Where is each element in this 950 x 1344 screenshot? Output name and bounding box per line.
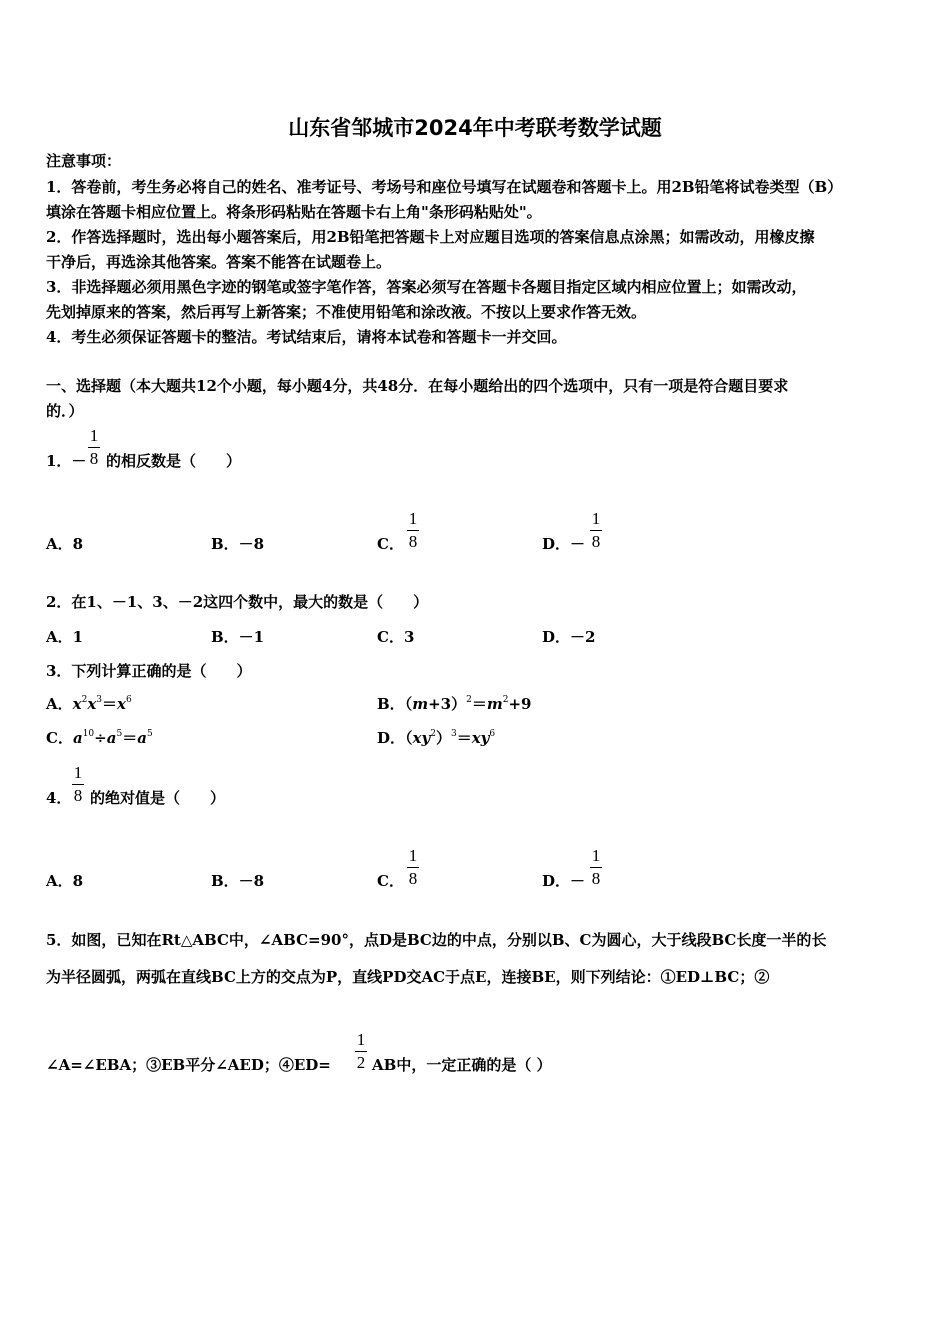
fraction-numerator: 1 — [408, 846, 418, 865]
notes-line: 4．考生必须保证答题卡的整洁。考试结束后，请将本试卷和答题卡一并交回。 — [46, 328, 567, 346]
exponent: 2 — [502, 695, 509, 705]
option-label: C． — [46, 729, 73, 747]
math-var: a — [137, 729, 147, 747]
q2-stem: 2．在1、－1、3、－2这四个数中，最大的数是（ ） — [46, 593, 429, 611]
fraction-numerator: 1 — [356, 1030, 366, 1049]
q3-option-c — [46, 728, 153, 748]
math-var: xy — [471, 729, 490, 747]
q4-option-a: A．8 — [46, 872, 84, 890]
fraction-denominator: 2 — [356, 1053, 366, 1072]
q2-option-b: B．－1 — [211, 628, 265, 646]
notes-line: 3．非选择题必须用黑色字迹的钢笔或签字笔作答，答案必须写在答题卡各题目指定区域内相应位置上；如需改动， — [46, 278, 807, 296]
q1-option-d: D．－ — [542, 535, 586, 553]
math-var: a — [106, 729, 117, 747]
q2-option-c: C．3 — [377, 628, 415, 646]
q4-fraction — [72, 764, 84, 805]
fraction-bar — [355, 1051, 367, 1052]
fraction-denominator: 8 — [408, 869, 418, 888]
fraction-denominator: 8 — [591, 532, 601, 551]
math-var: xy — [412, 729, 431, 747]
exponent: 2 — [81, 695, 88, 705]
exam-title: 山东省邹城市2024年中考联考数学试题 — [288, 116, 662, 140]
q1-prefix: 1．－ — [46, 452, 87, 470]
fraction-numerator: 1 — [591, 509, 601, 528]
exponent: 2 — [466, 695, 472, 705]
q1-option-c-fraction — [407, 510, 419, 551]
q3-option-a — [46, 694, 132, 714]
notes-line: 填涂在答题卡相应位置上。将条形码粘贴在答题卡右上角"条形码粘贴处"。 — [46, 203, 542, 221]
fraction-denominator: 8 — [591, 869, 601, 888]
exponent: 3 — [96, 695, 103, 705]
q1-option-d-fraction — [590, 510, 602, 551]
math-text: +9 — [508, 695, 532, 713]
exponent: 10 — [82, 729, 95, 739]
q4-suffix: 的绝对值是（ ） — [90, 789, 226, 807]
q5-line: 5．如图，已知在Rt△ABC中，∠ABC=90°，点D是BC边的中点，分别以B、C为圆心，大于线段BC长度一半的长 — [46, 931, 827, 949]
q3-option-d — [377, 728, 495, 748]
q4-option-b: B．－8 — [211, 872, 265, 890]
q2-option-d: D．－2 — [542, 628, 596, 646]
fraction-bar — [590, 867, 602, 868]
exponent: 6 — [125, 695, 132, 705]
notes-line: 1．答卷前，考生务必将自己的姓名、准考证号、考场号和座位号填写在试题卷和答题卡上。用2B铅笔将试卷类型（B） — [46, 178, 843, 196]
math-var: m — [412, 695, 429, 713]
fraction-numerator: 1 — [73, 763, 83, 782]
paren: ） — [435, 729, 451, 747]
notes-heading: 注意事项： — [46, 152, 122, 170]
equals-sign: ＝ — [102, 695, 118, 713]
fraction-denominator: 8 — [73, 786, 83, 805]
q3-option-b — [377, 694, 531, 714]
exponent: 5 — [116, 729, 123, 739]
divide-sign: ÷ — [94, 729, 107, 747]
q1-fraction — [88, 427, 100, 468]
section-heading: 一、选择题（本大题共12个小题，每小题4分，共48分．在每小题给出的四个选项中，只有一项是符合题目要求 — [46, 377, 789, 395]
fraction-numerator: 1 — [89, 426, 99, 445]
q4-prefix: 4． — [46, 789, 72, 807]
paren: （ — [405, 729, 413, 747]
q4-option-c-fraction — [407, 847, 419, 888]
q4-option-d: D．－ — [542, 872, 586, 890]
math-var: x — [87, 695, 97, 713]
notes-line: 先划掉原来的答案，然后再写上新答案；不准使用铅笔和涂改液。不按以上要求作答无效。 — [46, 303, 647, 321]
q1-suffix: 的相反数是（ ） — [106, 452, 242, 470]
math-var: x — [72, 695, 82, 713]
fraction-numerator: 1 — [591, 846, 601, 865]
exponent: 2 — [430, 729, 436, 739]
fraction-bar — [407, 867, 419, 868]
q1-option-a: A．8 — [46, 535, 84, 553]
section-heading-cont: 的．） — [46, 402, 84, 420]
math-text: +3） — [428, 695, 467, 713]
q1-option-c: C． — [377, 535, 404, 553]
option-label: B． — [377, 695, 405, 713]
fraction-numerator: 1 — [408, 509, 418, 528]
q4-option-d-fraction — [590, 847, 602, 888]
math-var: x — [117, 695, 126, 713]
equals-sign: ＝ — [122, 729, 138, 747]
q5-fraction — [355, 1031, 367, 1072]
q1-option-b: B．－8 — [211, 535, 265, 553]
fraction-denominator: 8 — [89, 449, 99, 468]
math-var: m — [486, 695, 503, 713]
fraction-bar — [407, 530, 419, 531]
fraction-denominator: 8 — [408, 532, 418, 551]
exponent: 5 — [146, 729, 153, 739]
option-label: A． — [46, 695, 73, 713]
notes-line: 2．作答选择题时，选出每小题答案后，用2B铅笔把答题卡上对应题目选项的答案信息点涂黑；如需改动，用橡皮擦 — [46, 228, 815, 246]
q5-line-post: AB中，一定正确的是（ ） — [372, 1056, 552, 1074]
exponent: 3 — [450, 729, 457, 739]
equals-sign: ＝ — [471, 695, 487, 713]
fraction-bar — [590, 530, 602, 531]
q4-option-c: C． — [377, 872, 404, 890]
fraction-bar — [88, 447, 100, 448]
q2-option-a: A．1 — [46, 628, 84, 646]
fraction-bar — [72, 784, 84, 785]
exponent: 6 — [489, 729, 496, 739]
q5-line-pre: ∠A=∠EBA；③EB平分∠AED；④ED= — [46, 1056, 331, 1074]
q5-line: 为半径圆弧，两弧在直线BC上方的交点为P，直线PD交AC于点E，连接BE，则下列结论：①ED⊥BC；② — [46, 968, 770, 986]
paren: （ — [404, 695, 413, 713]
q3-stem: 3．下列计算正确的是（ ） — [46, 662, 252, 680]
notes-line: 干净后，再选涂其他答案。答案不能答在试题卷上。 — [46, 253, 392, 271]
equals-sign: ＝ — [456, 729, 472, 747]
math-var: a — [72, 729, 83, 747]
option-label: D． — [377, 729, 406, 747]
